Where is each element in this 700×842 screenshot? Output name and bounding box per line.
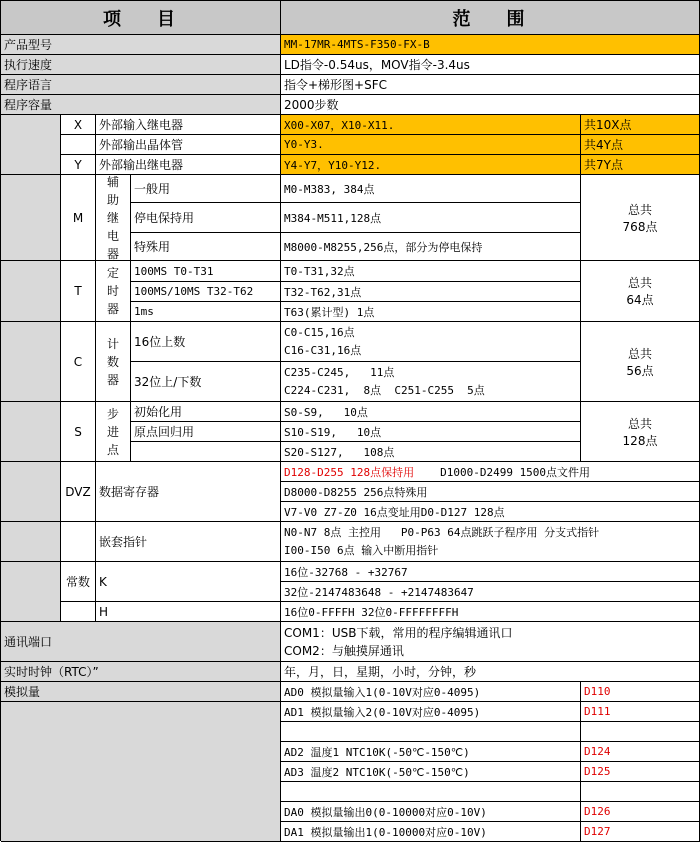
ad0-value: AD0 模拟量输入1(0-10V对应0-4095) — [281, 682, 581, 702]
analog-gap-1 — [281, 722, 581, 742]
d1-value-red: D128-D255 128点保持用 — [284, 465, 415, 479]
s-group: 步进点 — [96, 402, 131, 462]
s-total-1: 总共 — [627, 416, 652, 431]
analog-gap-1-reg — [581, 722, 700, 742]
dvz-code: DVZ — [61, 462, 96, 522]
s-blank — [1, 402, 61, 462]
t3-label: 1ms — [131, 302, 281, 322]
d1-value — [281, 462, 700, 482]
ty-total: 共4Y点 — [581, 135, 700, 155]
m2-label: 停电保持用 — [131, 203, 281, 233]
x-value: X00-X07，X10-X11. — [281, 115, 581, 135]
ad2-value: AD2 温度1 NTC10K(-50℃-150℃) — [281, 742, 581, 762]
y-label: 外部输出继电器 — [96, 155, 281, 175]
k-label: K — [96, 562, 281, 602]
da0-register: D126 — [581, 802, 700, 822]
t-group: 定时器 — [96, 261, 131, 322]
speed-label: 执行速度 — [1, 55, 281, 75]
dvz-label: 数据寄存器 — [96, 462, 281, 522]
model-label: 产品型号 — [1, 35, 281, 55]
m-code: M — [61, 175, 96, 261]
m-total-1: 总共 — [627, 202, 652, 217]
s2-label: 原点回归用 — [131, 422, 281, 442]
t-total-1: 总共 — [627, 276, 652, 290]
s-code: S — [61, 402, 96, 462]
d1-value-rest: D1000-D2499 1500点文件用 — [440, 465, 591, 479]
ad1-value: AD1 模拟量输入2(0-10V对应0-4095) — [281, 702, 581, 722]
analog-gap-2 — [281, 782, 581, 802]
nest-blank — [1, 522, 61, 562]
m3-label: 特殊用 — [131, 233, 281, 261]
m1-value: M0-M383, 384点 — [281, 175, 581, 203]
h-value: 16位0-FFFFH 32位0-FFFFFFFFH — [281, 602, 700, 622]
s2-value: S10-S19, 10点 — [281, 422, 581, 442]
x-code: X — [61, 115, 96, 135]
nest-label: 嵌套指针 — [96, 522, 281, 562]
c-group: 计数器 — [96, 322, 131, 402]
dvz-blank — [1, 462, 61, 522]
c2-label: 32位上/下数 — [131, 362, 281, 402]
k1-value: 16位-32768 - +32767 — [281, 562, 700, 582]
d3-value: V7-V0 Z7-Z0 16点变址用D0-D127 128点 — [281, 502, 700, 522]
s3-value: S20-S127, 108点 — [281, 442, 581, 462]
ty-label: 外部输出晶体管 — [96, 135, 281, 155]
da1-register: D127 — [581, 822, 700, 842]
nest-code — [61, 522, 96, 562]
ad1-register: D111 — [581, 702, 700, 722]
k2-value: 32位-2147483648 - +2147483647 — [281, 582, 700, 602]
header-range: 范围 — [281, 1, 700, 35]
io-blank — [1, 115, 61, 175]
c-code: C — [61, 322, 96, 402]
analog-blank — [1, 702, 281, 842]
ad3-value: AD3 温度2 NTC10K(-50℃-150℃) — [281, 762, 581, 782]
da1-value: DA1 模拟量输出1(0-10000对应0-10V) — [281, 822, 581, 842]
rtc-label: 实时时钟（RTC）” — [1, 662, 281, 682]
t2-label: 100MS/10MS T32-T62 — [131, 282, 281, 302]
y-value: Y4-Y7，Y10-Y12. — [281, 155, 581, 175]
const-label: 常数 — [61, 562, 96, 602]
m-group: 辅助继电器 — [96, 175, 131, 261]
ty-code — [61, 135, 96, 155]
c-total-2: 56点 — [626, 363, 654, 378]
c2-value — [281, 362, 581, 402]
c-blank — [1, 322, 61, 402]
t1-value: T0-T31,32点 — [281, 261, 581, 282]
h-label: H — [96, 602, 281, 622]
t2-value: T32-T62,31点 — [281, 282, 581, 302]
model-value: MM-17MR-4MTS-F350-FX-B — [281, 35, 700, 55]
m1-label: 一般用 — [131, 175, 281, 203]
analog-label: 模拟量 — [1, 682, 281, 702]
c1-value-line1: C0-C15,16点 — [284, 325, 355, 339]
m-total-2: 768点 — [622, 219, 658, 234]
c-total-1: 总共 — [627, 346, 652, 361]
s-total — [581, 402, 700, 462]
t-code: T — [61, 261, 96, 322]
da0-value: DA0 模拟量输出0(0-10000对应0-10V) — [281, 802, 581, 822]
y-code: Y — [61, 155, 96, 175]
s3-label — [131, 442, 281, 462]
c1-label: 16位上数 — [131, 322, 281, 362]
x-label: 外部输入继电器 — [96, 115, 281, 135]
t3-value: T63(累计型) 1点 — [281, 302, 581, 322]
ad0-register: D110 — [581, 682, 700, 702]
m-total — [581, 175, 700, 261]
n1-value: N0-N7 8点 主控用 P0-P63 64点跳跃子程序用 分支式指针 — [284, 525, 600, 539]
const-blank — [1, 562, 61, 622]
t-blank — [1, 261, 61, 322]
com2-value: COM2：与触摸屏通讯 — [284, 643, 404, 658]
x-total: 共10X点 — [581, 115, 700, 135]
capacity-value: 2000步数 — [281, 95, 700, 115]
speed-value: LD指令-0.54us，MOV指令-3.4us — [281, 55, 700, 75]
s1-value: S0-S9, 10点 — [281, 402, 581, 422]
c1-value — [281, 322, 581, 362]
t-total — [581, 261, 700, 322]
const-label-bottom — [61, 602, 96, 622]
capacity-label: 程序容量 — [1, 95, 281, 115]
m3-value: M8000-M8255,256点，部分为停电保持 — [281, 233, 581, 261]
rtc-value: 年，月，日，星期，小时，分钟，秒 — [281, 662, 700, 682]
com-label: 通讯端口 — [1, 622, 281, 662]
com1-value: COM1：USB下载，常用的程序编辑通讯口 — [284, 625, 513, 640]
m-blank — [1, 175, 61, 261]
t1-label: 100MS T0-T31 — [131, 261, 281, 282]
n2-value: I00-I50 6点 输入中断用指针 — [284, 543, 439, 557]
language-value: 指令+梯形图+SFC — [281, 75, 700, 95]
y-total: 共7Y点 — [581, 155, 700, 175]
s1-label: 初始化用 — [131, 402, 281, 422]
t-total-2: 64点 — [626, 293, 654, 307]
nest-value — [281, 522, 700, 562]
com-value — [281, 622, 700, 662]
language-label: 程序语言 — [1, 75, 281, 95]
c2-value-line1: C235-C245, 11点 — [284, 365, 395, 379]
header-item: 项目 — [1, 1, 281, 35]
d2-value: D8000-D8255 256点特殊用 — [281, 482, 700, 502]
m2-value: M384-M511,128点 — [281, 203, 581, 233]
ad3-register: D125 — [581, 762, 700, 782]
c2-value-line2: C224-C231, 8点 C251-C255 5点 — [284, 383, 485, 397]
analog-gap-2-reg — [581, 782, 700, 802]
ad2-register: D124 — [581, 742, 700, 762]
c-total — [581, 322, 700, 402]
c1-value-line2: C16-C31,16点 — [284, 343, 362, 357]
ty-value: Y0-Y3. — [281, 135, 581, 155]
s-total-2: 128点 — [622, 433, 658, 448]
